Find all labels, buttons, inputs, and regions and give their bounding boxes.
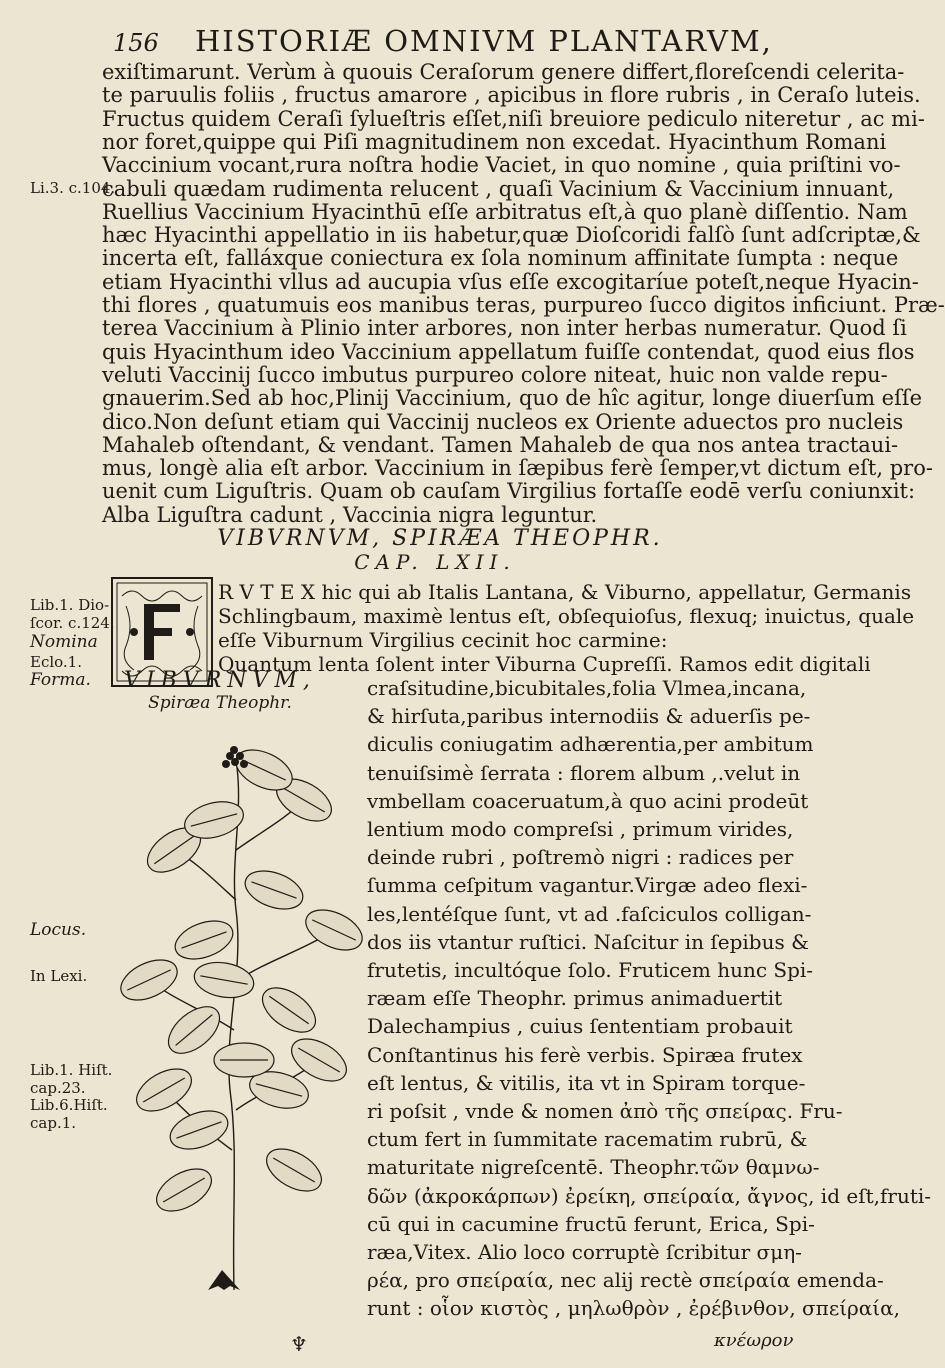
margin-note-ref: Lib.1. Hiſt. bbox=[30, 1061, 113, 1079]
text-line: Conſtantinus his ferè verbis. Spiræa frutex bbox=[367, 1042, 803, 1067]
text-line: ctum fert in ſummitate racematim rubrū, & bbox=[367, 1127, 808, 1152]
text-line: cabuli quædam rudimenta relucent , quaſi Vacinium & Vaccinium innuant, bbox=[102, 176, 895, 201]
berry-icon bbox=[222, 760, 230, 768]
text-line: δῶν (ἀκροκάρπων) ἐρείκη, σπείραία, ἄγνος, id eſt,fruti- bbox=[367, 1183, 932, 1208]
text-line: eſſe Viburnum Virgilius cecinit hoc carmine: bbox=[218, 628, 668, 652]
text-line: dico.Non deſunt etiam qui Vaccinij nucleos ex Oriente aduectos pro nucleis bbox=[102, 409, 904, 434]
margin-note-ref: Eclo.1. bbox=[30, 653, 82, 671]
page-number: 156 bbox=[113, 29, 159, 57]
text-line: thi flores , quatumuis eos manibus teras, purpureo ſucco digitos inficiunt. Præ- bbox=[102, 293, 945, 317]
illustration-subtitle: Spiræa Theophr. bbox=[148, 693, 292, 713]
margin-note-ref: Lib.1. Dio- bbox=[30, 596, 110, 614]
text-line: les,lentéſque ſunt, vt ad .faſciculos colligan- bbox=[367, 901, 812, 926]
text-line: ræam eſſe Theophr. primus animaduertit bbox=[367, 986, 783, 1011]
margin-note-ref: ſcor. c.124. bbox=[30, 614, 115, 632]
text-line: uenit cum Liguſtris. Quam ob cauſam Virgilius fortaſſe eodē verſu coniunxit: bbox=[102, 479, 916, 504]
page-header bbox=[113, 24, 778, 60]
text-line: Mahaleb oſtendant, & vendant. Tamen Mahaleb de qua nos antea tractaui- bbox=[102, 432, 899, 457]
text-line: Quantum lenta ſolent inter Viburna Cupreſſi. Ramos edit digitali bbox=[218, 652, 871, 676]
text-line: R V T E X hic qui ab Italis Lantana, & Viburno, appellatur, Germanis bbox=[218, 580, 912, 604]
text-line: & hirſuta,paribus internodiis & aduerſis pe- bbox=[367, 704, 811, 729]
signature-mark: ♆ bbox=[290, 1332, 308, 1356]
text-line: incerta eſt, falláxque coniectura ex ſola nominum affinitate ſumpta : neque bbox=[102, 246, 899, 271]
margin-note-heading: Locus. bbox=[30, 920, 87, 940]
text-line: gnauerim.Sed ab hoc,Plinij Vaccinium, quo de hîc agitur, longe diuerſum eſſe bbox=[102, 386, 923, 411]
text-line: Dalechampius , cuius ſententiam probauit bbox=[367, 1014, 793, 1039]
text-line: vmbellam coaceruatum,à quo acini prodeūt bbox=[367, 788, 809, 813]
text-line: dos iis vtantur ruſtici. Naſcitur in ſepibus & bbox=[367, 929, 809, 954]
text-line: frutetis, incultóque ſolo. Fruticem hunc Spi- bbox=[367, 958, 814, 982]
text-line: Schlingbaum, maximè lentus eſt, obſequioſus, flexuq; inuictus, quale bbox=[218, 604, 915, 628]
text-line: ræa,Vitex. Alio loco corruptè ſcribitur σμη- bbox=[367, 1240, 802, 1264]
margin-note-heading: Forma. bbox=[30, 670, 91, 690]
text-line: deinde rubri , poſtremò nigri : radices per bbox=[367, 845, 794, 870]
text-line: nor foret,quippe qui Piſi magnitudinem non excedat. Hyacinthum Romani bbox=[102, 129, 887, 154]
text-line: quis Hyacinthum ideo Vaccinium appellatum fuiſſe contendat, quod eius flos bbox=[102, 339, 915, 364]
catchword: κνέωρον bbox=[714, 1330, 794, 1351]
text-line: veluti Vaccinij ſucco imbutus purpureo colore niteat, huic non valde repu- bbox=[102, 362, 888, 387]
text-line: ri poſsit , vnde & nomen ἀπὸ τῆς σπείρας. Fru- bbox=[367, 1099, 843, 1123]
text-line: craſsitudine,bicubitales,folia Vlmea,incana, bbox=[367, 676, 807, 700]
text-line: mus, longè alia eſt arbor. Vaccinium in ſæpibus ferè ſemper,vt dictum eſt, pro- bbox=[102, 456, 933, 481]
margin-note-heading: Nomina bbox=[30, 632, 98, 652]
chapter-number: CAP. LXII. bbox=[354, 550, 516, 574]
text-line: runt : οἷον κιστὸς , μηλωθρὸν , ἐρέβινθον, σπείραία, bbox=[367, 1296, 900, 1321]
text-line: hæc Hyacinthi appellatio in iis habetur,quæ Dioſcoridi falſò ſunt adſcriptæ,& bbox=[102, 223, 921, 248]
text-line: tenuiſsimè ſerrata : florem album ,.velut in bbox=[367, 760, 801, 785]
text-line: Ruellius Vaccinium Hyacinthū eſſe arbitratus eſt,à quo planè diſſentio. Nam bbox=[102, 199, 908, 224]
running-head: HISTORIÆ OMNIVM PLANTARVM, bbox=[195, 24, 773, 58]
text-line: diculis coniugatim adhærentia,per ambitum bbox=[367, 732, 814, 757]
margin-note-ref: In Lexi. bbox=[30, 967, 88, 985]
text-line: etiam Hyacinthi vllus ad aucupia vſus eſſe excogitaríue poteſt,neque Hyacin- bbox=[102, 269, 919, 294]
text-line: ρέα, pro σπείραία, nec alij rectè σπείραία emenda- bbox=[367, 1268, 884, 1293]
margin-note-ref: cap.23. bbox=[30, 1079, 86, 1097]
text-line: eſt lentus, & vitilis, ita vt in Spiram torque- bbox=[367, 1070, 806, 1095]
text-line: Fructus quidem Ceraſi ſylueſtris eſſet,niſi breuiore pediculo niteretur , ac mi- bbox=[102, 106, 925, 131]
text-line: maturitate nigreſcentē. Theophr.τῶν θαμνω- bbox=[367, 1155, 820, 1180]
viburnum-woodcut-icon bbox=[104, 730, 366, 1290]
margin-note-ref: cap.1. bbox=[30, 1114, 77, 1132]
text-line: te paruulis foliis , fructus amarore , apicibus in flore rubris , in Ceraſo luteis. bbox=[102, 83, 921, 108]
text-line: Alba Liguſtra cadunt , Vaccinia nigra leguntur. bbox=[102, 502, 598, 527]
text-line: terea Vaccinium à Plinio inter arbores, non inter herbas numeratur. Quod ſi bbox=[102, 316, 907, 341]
margin-note-ref: Lib.6.Hiſt. bbox=[30, 1096, 108, 1114]
text-line: Vaccinium vocant,rura noſtra hodie Vaciet, in quo nomine , quia priſtini vo- bbox=[102, 153, 901, 178]
text-line: cū qui in cacumine fructū ferunt, Erica, Spi- bbox=[367, 1211, 815, 1236]
text-line: lentium modo compreſsi , primum virides, bbox=[367, 817, 794, 841]
margin-note-ref: Li.3. c.104. bbox=[30, 179, 116, 197]
text-line: ſumma ceſpitum vagantur.Virgæ adeo flexi- bbox=[367, 873, 808, 898]
berry-icon bbox=[231, 758, 239, 766]
chapter-title: VIBVRNVM, SPIRÆA THEOPHR. bbox=[217, 526, 663, 551]
illustration-title: VIBVRNVM, bbox=[124, 668, 316, 693]
text-line: exiſtimarunt. Verùm à quouis Ceraſorum genere differt,floreſcendi celerita- bbox=[102, 60, 905, 84]
berry-icon bbox=[240, 760, 248, 768]
